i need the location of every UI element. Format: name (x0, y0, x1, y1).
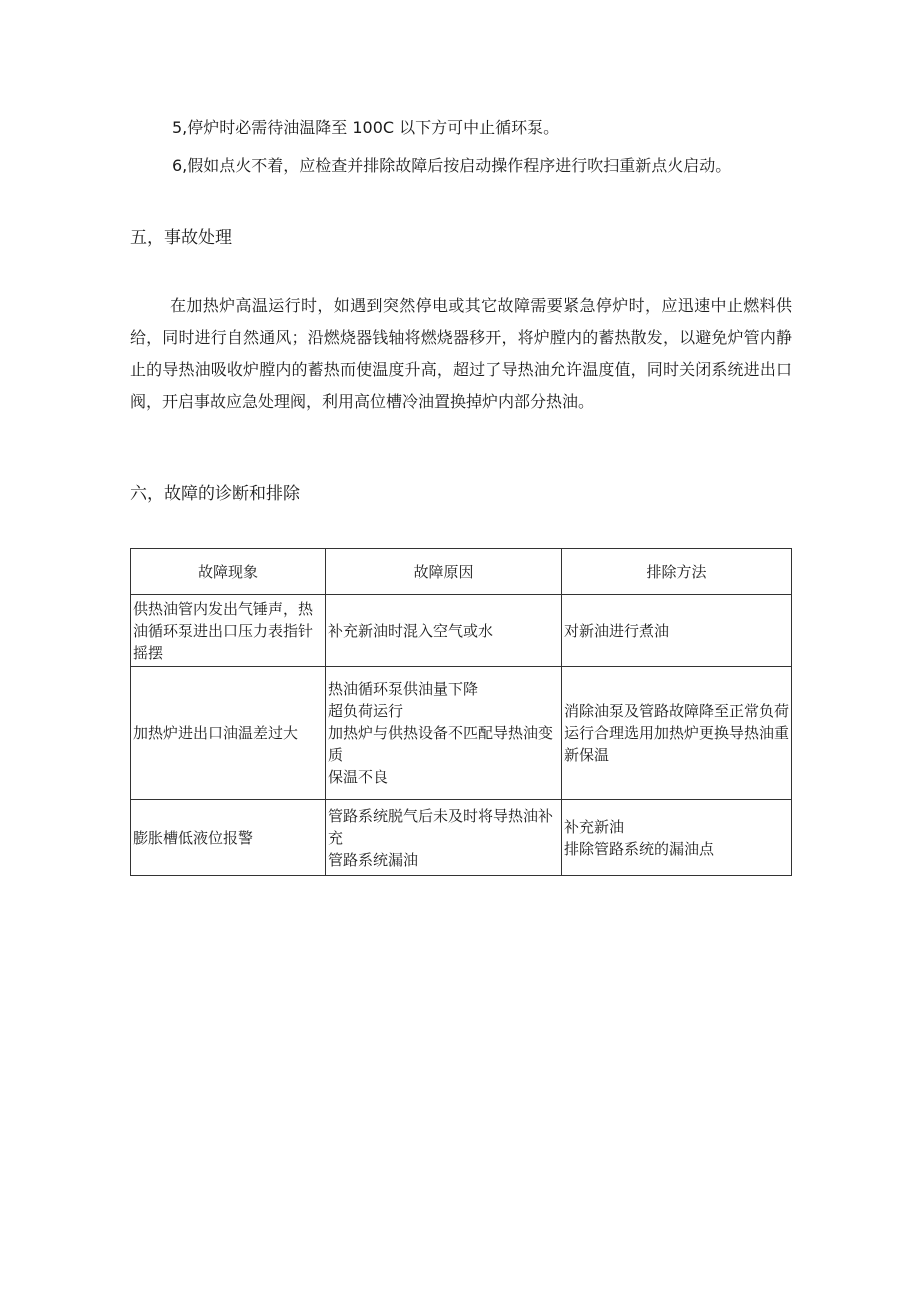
cell-text: 补充新油 (564, 817, 625, 836)
cell-phenomenon (131, 595, 326, 667)
cell-text: 管路系统漏油 (328, 850, 419, 869)
header-remedy: 排除方法 (562, 549, 792, 595)
section-heading-diagnosis: 六，故障的诊断和排除 (130, 484, 300, 504)
cell-text: 补充新油时混入空气或水 (328, 621, 494, 640)
cell-text: 加热炉与供热设备不匹配导热油变质 (328, 724, 554, 764)
header-phenomenon: 故障现象 (131, 549, 326, 595)
fault-table (130, 548, 792, 876)
header-cause: 故障原因 (326, 549, 562, 595)
table-row (131, 800, 792, 876)
cell-remedy (562, 595, 792, 667)
cell-text: 对新油进行煮油 (564, 621, 670, 640)
cell-text: 消除油泵及管路故障降至正常负荷运行合理选用加热炉更换导热油重新保温 (564, 702, 790, 764)
table-row (131, 667, 792, 800)
accident-paragraph: 在加热炉高温运行时，如遇到突然停电或其它故障需要紧急停炉时，应迅速中止燃料供给，同时进行自然通风；沿燃烧器钱轴将燃烧器移开，将炉膛内的蓄热散发，以避免炉管内静止的导热油吸收炉膛内的蓄热而使温度升高，超过了导热油允许温度值，同时关闭系统进出口阀，开启事故应急处理阀，利用高位槽冷油置换掉炉内部分热油。 (130, 296, 792, 411)
cell-text: 排除管路系统的漏油点 (564, 839, 715, 858)
list-item-6: 6,假如点火不着，应检查并排除故障后按启动操作程序进行吹扫重新点火启动。 (172, 156, 732, 175)
cell-text: 管路系统脱气后未及时将导热油补充 (328, 806, 554, 847)
cell-phenomenon (131, 800, 326, 876)
cell-text: 超负荷运行 (328, 702, 404, 720)
cell-text: 供热油管内发出气锤声，热油循环泵进出口压力表指针摇摆 (133, 599, 314, 662)
list-item-5: 5,停炉时必需待油温降至 100C 以下方可中止循环泵。 (172, 118, 560, 137)
cell-text: 热油循环泵供油量下降 (328, 680, 479, 698)
cell-cause (326, 595, 562, 667)
cell-phenomenon (131, 667, 326, 800)
table-header-row (131, 549, 792, 595)
cell-text: 膨胀槽低液位报警 (133, 828, 254, 847)
cell-text: 保温不良 (328, 768, 389, 786)
section-heading-accident: 五，事故处理 (130, 228, 232, 248)
cell-text: 加热炉进出口油温差过大 (133, 724, 299, 742)
cell-cause (326, 667, 562, 800)
cell-remedy (562, 667, 792, 800)
cell-cause (326, 800, 562, 876)
table-row (131, 595, 792, 667)
cell-remedy (562, 800, 792, 876)
